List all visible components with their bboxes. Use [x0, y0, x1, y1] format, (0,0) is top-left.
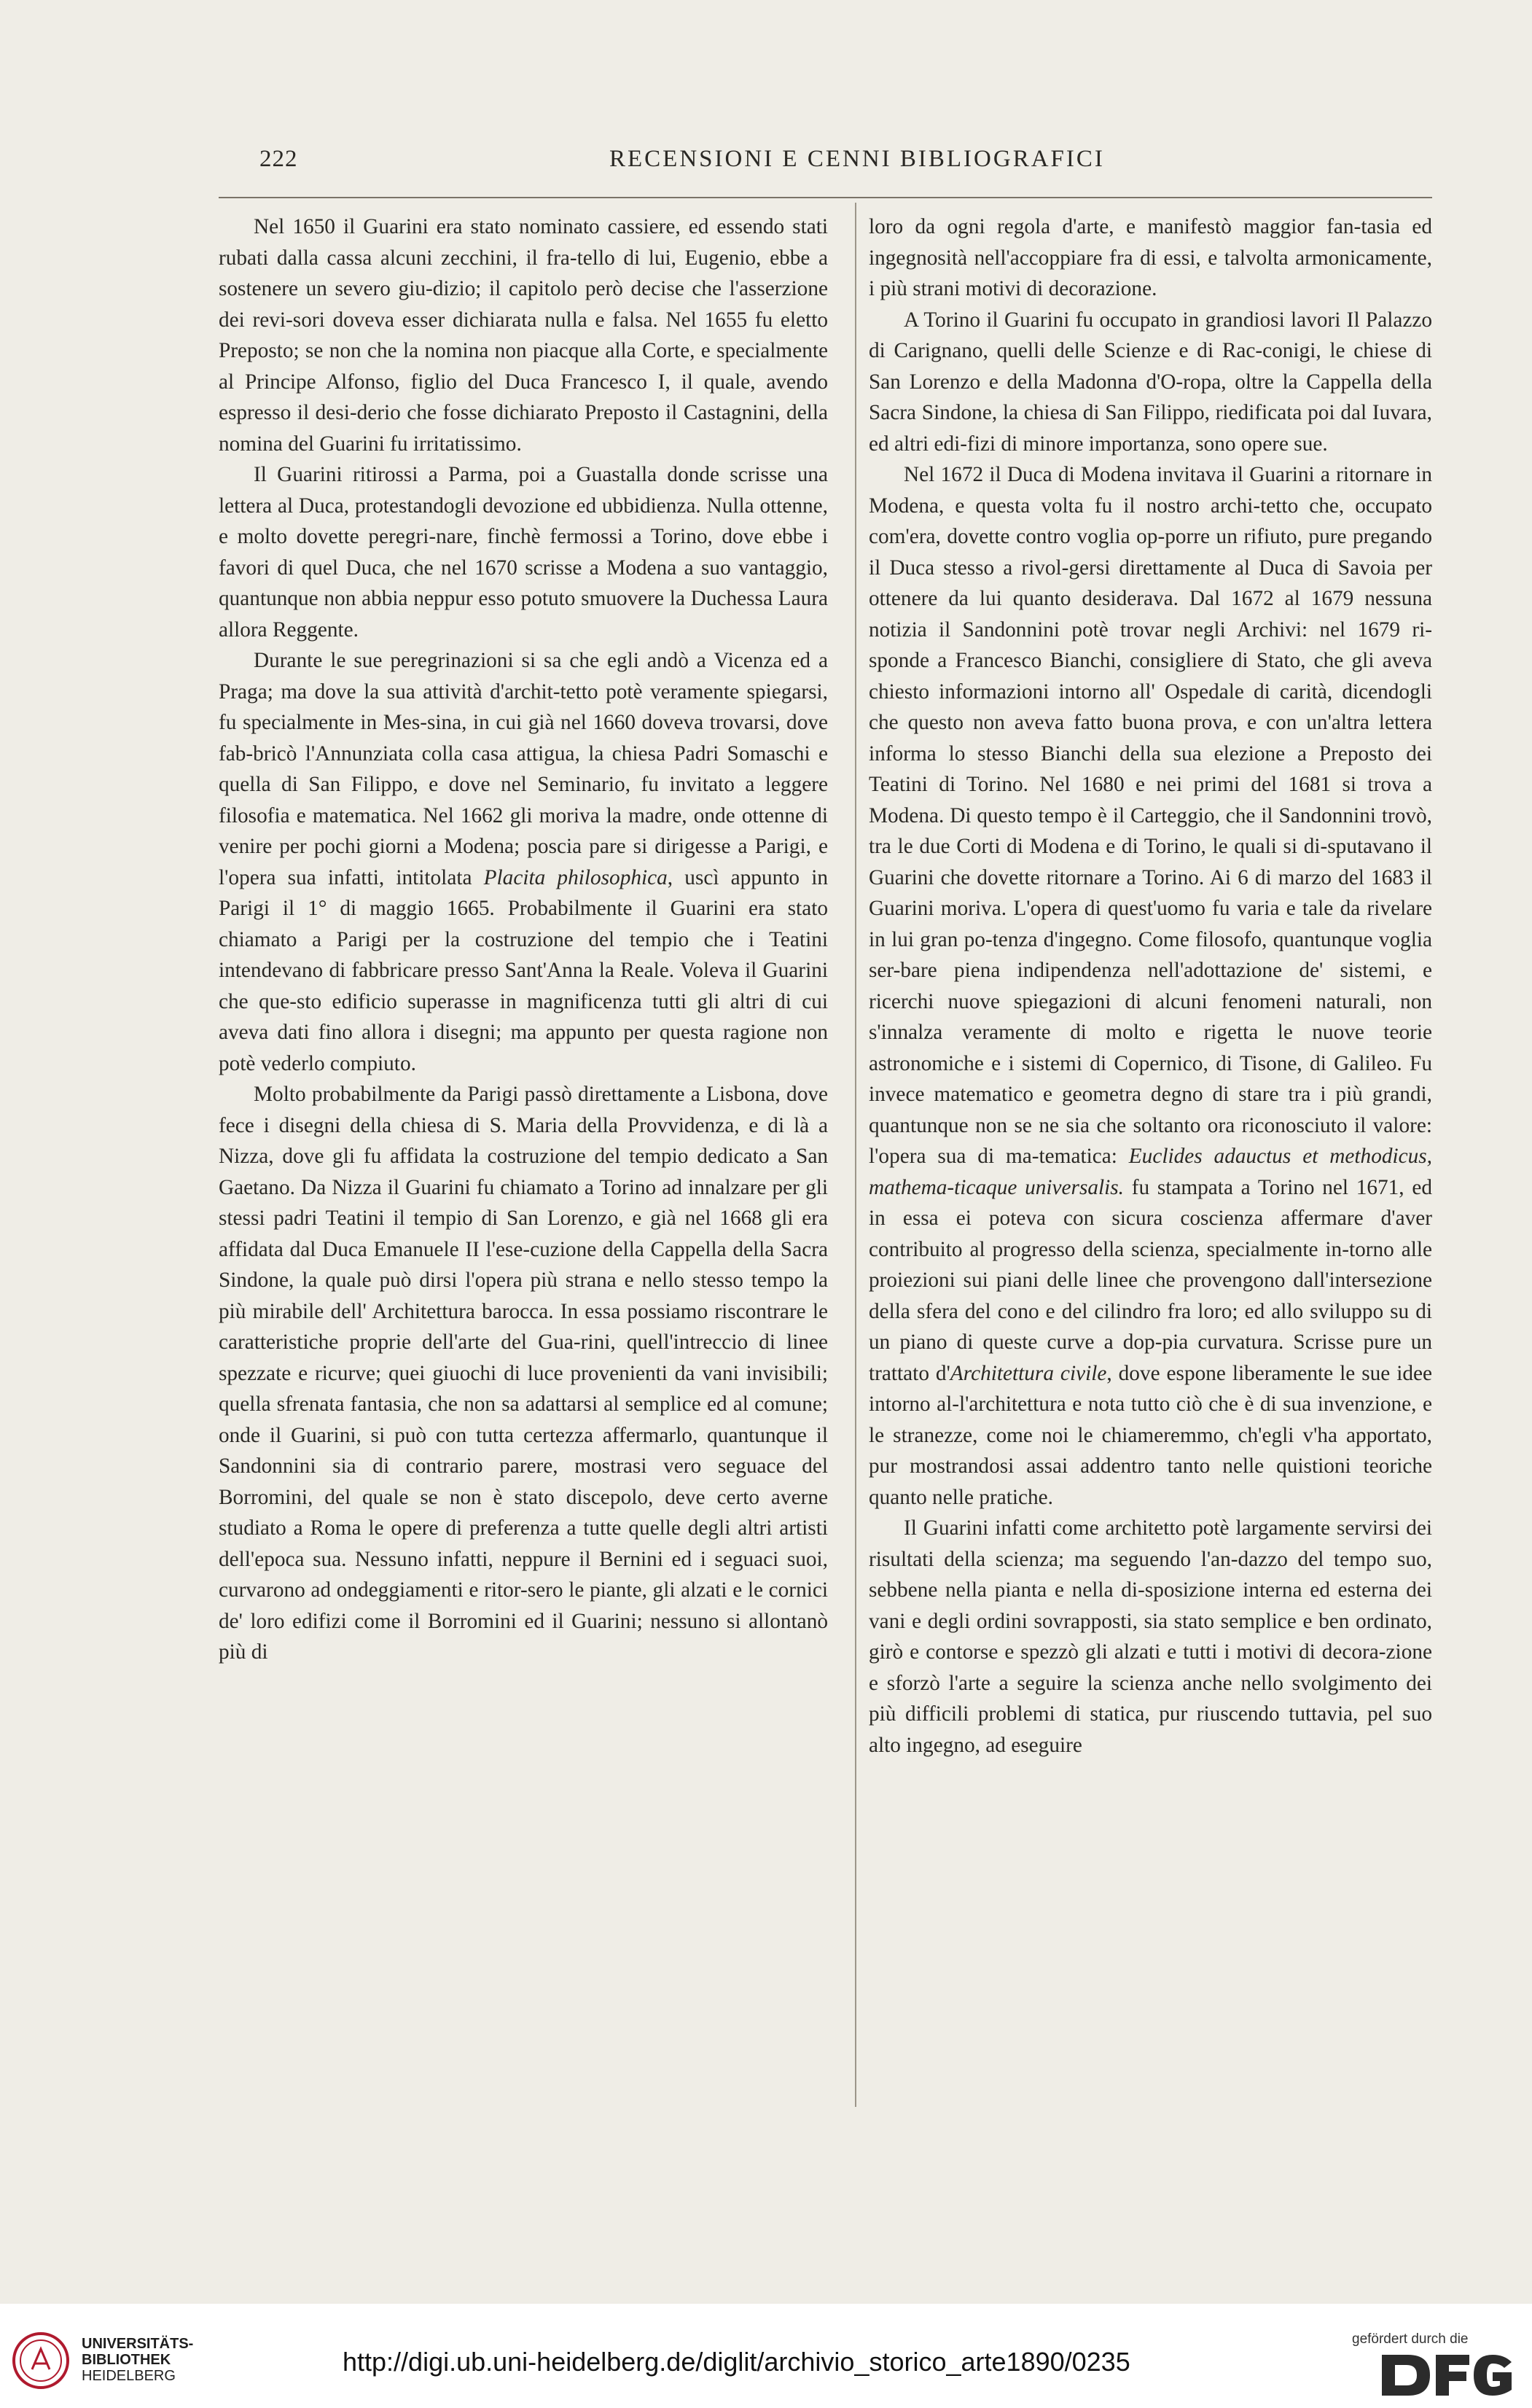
- paragraph: Il Guarini infatti come architetto potè largamente servirsi dei risultati della scienza; ma seguendo l'an-dazzo del tempo suo, sebbene nella pianta e nella di-sposizione interna ed esterna dei vani e degli ordini sovrapposti, sia stato semplice e ben ordinato, girò e contorse e spezzò gli alzati e tutti i motivi di decora-zione e sforzò l'arte a seguire la scienza anche nello svolgimento dei più difficili problemi di statica, pur riuscendo tuttavia, pel suo alto ingegno, ad eseguire: [869, 1516, 1432, 1757]
- column-divider: [855, 203, 856, 2107]
- right-column: [869, 211, 1432, 2100]
- book-title: Placita philosophica: [483, 865, 668, 889]
- paragraph: [219, 645, 828, 1079]
- page-number: 222: [259, 146, 298, 172]
- footer: [0, 2304, 1532, 2408]
- funding-text: gefördert durch die: [1352, 2331, 1469, 2347]
- library-name: [82, 2336, 193, 2384]
- library-line: UNIVERSITÄTS-: [82, 2336, 194, 2352]
- header-rule: [219, 197, 1432, 198]
- dfg-logo-icon: [1379, 2352, 1515, 2399]
- book-title: Euclides adauctus et methodicus, mathema-ticaque universalis.: [869, 1145, 1432, 1199]
- page-header: [259, 146, 1433, 190]
- paragraph: A Torino il Guarini fu occupato in grandiosi lavori Il Palazzo di Carignano, quelli delle Scienze e di Rac-conigi, le chiese di San Lorenzo e della Madonna d'O-ropa, oltre la Cappella della Sacra Sindone, la chiesa di San Filippo, riedificata poi dal Iuvara, ed altri edi-fizi di minore importanza, sono opere sue.: [869, 308, 1432, 456]
- running-head: RECENSIONI E CENNI BIBLIOGRAFICI: [609, 146, 1105, 172]
- paragraph-text: Durante le sue peregrinazioni si sa che egli andò a Vicenza ed a Praga; ma dove la sua attività d'archit-tetto potè veramente spiegarsi, fu specialmente in Mes-sina, in cui già nel 1660 doveva trovarsi, dove fab-bricò l'Annunziata colla casa attigua, la chiesa Padri Somaschi e quella di San Filippo, e dove nel Seminario, fu invitato a leggere filosofia e matematica. Nel 1662 gli moriva la madre, onde ottenne di venire per pochi giorni a Modena; poscia pare si dirigesse a Parigi, e l'opera sua infatti, intitolata: [219, 649, 828, 889]
- library-line: BIBLIOTHEK: [82, 2352, 171, 2368]
- paragraph-text: , dove espone liberamente le sue idee intorno al-l'architettura e nota tutto ciò che è di sua invenzione, e le stranezze, come noi le chiameremmo, ch'egli v'ha apportato, pur mostrandosi assai addentro tanto nelle quistioni teoriche quanto nelle pratiche.: [869, 1361, 1432, 1509]
- paragraph: Nel 1650 il Guarini era stato nominato cassiere, ed essendo stati rubati dalla cassa alcuni zecchini, il fra-tello di lui, Eugenio, ebbe a sostenere un severo giu-dizio; il capitolo però decise che l'asserzione dei revi-sori doveva esser dichiarata nulla e falsa. Nel 1655 fu eletto Preposto; se non che la nomina non piacque alla Corte, e specialmente al Principe Alfonso, figlio del Duca Francesco I, il quale, avendo espresso il desi-derio che fosse dichiarato Preposto il Castagnini, della nomina del Guarini fu irritatissimo.: [219, 215, 828, 456]
- paragraph: [869, 459, 1432, 1513]
- paragraph-text: Nel 1672 il Duca di Modena invitava il Guarini a ritornare in Modena, e questa volta fu il nostro archi-tetto che, occupato com'era, dovette contro voglia op-porre un rifiuto, pure pregando il Duca stesso a rivol-gersi direttamente al Duca di Savoia per ottenere da lui quanto desiderava. Dal 1672 al 1679 nessuna notizia il Sandonnini potè trovar negli Archivi: nel 1679 ri-sponde a Francesco Bianchi, consigliere di Stato, che gli aveva chiesto informazioni intorno all' Ospedale di carità, dicendogli che questo non aveva fatto buona prova, e con un'altra lettera informa lo stesso Bianchi della sua elezione a Preposto dei Teatini di Torino. Nel 1680 e nei primi del 1681 si trova a Modena. Di questo tempo è il Carteggio, che il Sandonnini trovò, tra le due Corti di Modena e di Torino, le quali si di-sputavano il Guarini che dovette ritornare a Torino. Ai 6 di marzo del 1683 il Guarini moriva. L'opera di quest'uomo fu varia e tale da rivelare in lui gran po-tenza d'ingegno. Come filosofo, quantunque voglia ser-bare piena indipendenza nell'adottazione de' sistemi, e ricerchi nuove spiegazioni di alcuni fenomeni naturali, non s'innalza veramente di molto e rigetta le nuove teorie astronomiche e i sistemi di Copernico, di Tisone, di Galileo. Fu invece matematico e geometra degno di stare tra i più grandi, quantunque non se ne sia che soltanto ora riconosciuto il valore: l'opera sua di ma-tematica:: [869, 463, 1432, 1168]
- paragraph-text: , uscì appunto in Parigi il 1° di maggio 1665. Probabilmente il Guarini era stato chiamato a Parigi per la costruzione del tempio che i Teatini intendevano di fabbricare presso Sant'Anna la Reale. Voleva il Guarini che que-sto edificio superasse in magnificenza tutti gli altri di cui aveva dati fino allora i disegni; ma appunto per questa ragione non potè vederlo compiuto.: [219, 865, 828, 1075]
- book-title: Architettura civile: [950, 1361, 1107, 1385]
- left-column: [219, 211, 828, 2100]
- paragraph-text: fu stampata a Torino nel 1671, ed in essa ei poteva con sicura coscienza affermare d'aver contribuito al progresso della scienza, specialmente in-torno alle proiezioni sui piani delle linee che provengono dall'intersezione della sfera del cono e del cilindro fra loro; ed allo sviluppo su di un piano di queste curve a dop-pia curvatura. Scrisse pure un trattato d': [869, 1175, 1432, 1385]
- source-url-link[interactable]: http://digi.ub.uni-heidelberg.de/diglit/archivio_storico_arte1890/0235: [343, 2347, 1130, 2377]
- university-seal-icon: [12, 2331, 70, 2390]
- paragraph: Il Guarini ritirossi a Parma, poi a Guastalla donde scrisse una lettera al Duca, protestandogli devozione ed ubbidienza. Nulla ottenne, e molto dovette peregri-nare, finchè fermossi a Torino, dove ebbe i favori di quel Duca, che nel 1670 scrisse a Modena a suo vantaggio, quantunque non abbia neppur esso potuto smuovere la Duchessa Laura allora Reggente.: [219, 463, 828, 642]
- paragraph: Molto probabilmente da Parigi passò direttamente a Lisbona, dove fece i disegni della chiesa di S. Maria della Provvidenza, e di là a Nizza, dove gli fu affidata la costruzione del tempio dedicato a San Gaetano. Da Nizza il Guarini fu chiamato a Torino ad innalzare per gli stessi padri Teatini il tempio di San Lorenzo, e già nel 1668 gli era affidata dal Duca Emanuele II l'ese-cuzione della Cappella della Sacra Sindone, la quale può dirsi l'opera più strana e nello stesso tempo la più mirabile dell' Architettura barocca. In essa possiamo riscontrare le caratteristiche proprie dell'arte del Gua-rini, quell'intreccio di linee spezzate e ricurve; quei giuochi di luce provenienti da vani invisibili; quella sfrenata fantasia, che non sa adattarsi al semplice ed al comune; onde il Guarini, si può con tutta certezza affermarlo, quantunque il Sandonnini sia di contrario parere, mostrasi vero seguace del Borromini, del quale se non è stato discepolo, deve certo averne studiato a Roma le opere di preferenza a tutte quelle degli altri artisti dell'epoca sua. Nessuno infatti, neppure il Bernini ed i seguaci suoi, curvarono ad ondeggiamenti e ritor-sero le piante, gli alzati e le cornici de' loro edifizi come il Borromini ed il Guarini; nessuno si allontanò più di: [219, 1083, 828, 1664]
- paragraph: loro da ogni regola d'arte, e manifestò maggior fan-tasia ed ingegnosità nell'accoppiare fra di essi, e talvolta armonicamente, i più strani motivi di decorazione.: [869, 215, 1432, 300]
- library-line: HEIDELBERG: [82, 2368, 176, 2384]
